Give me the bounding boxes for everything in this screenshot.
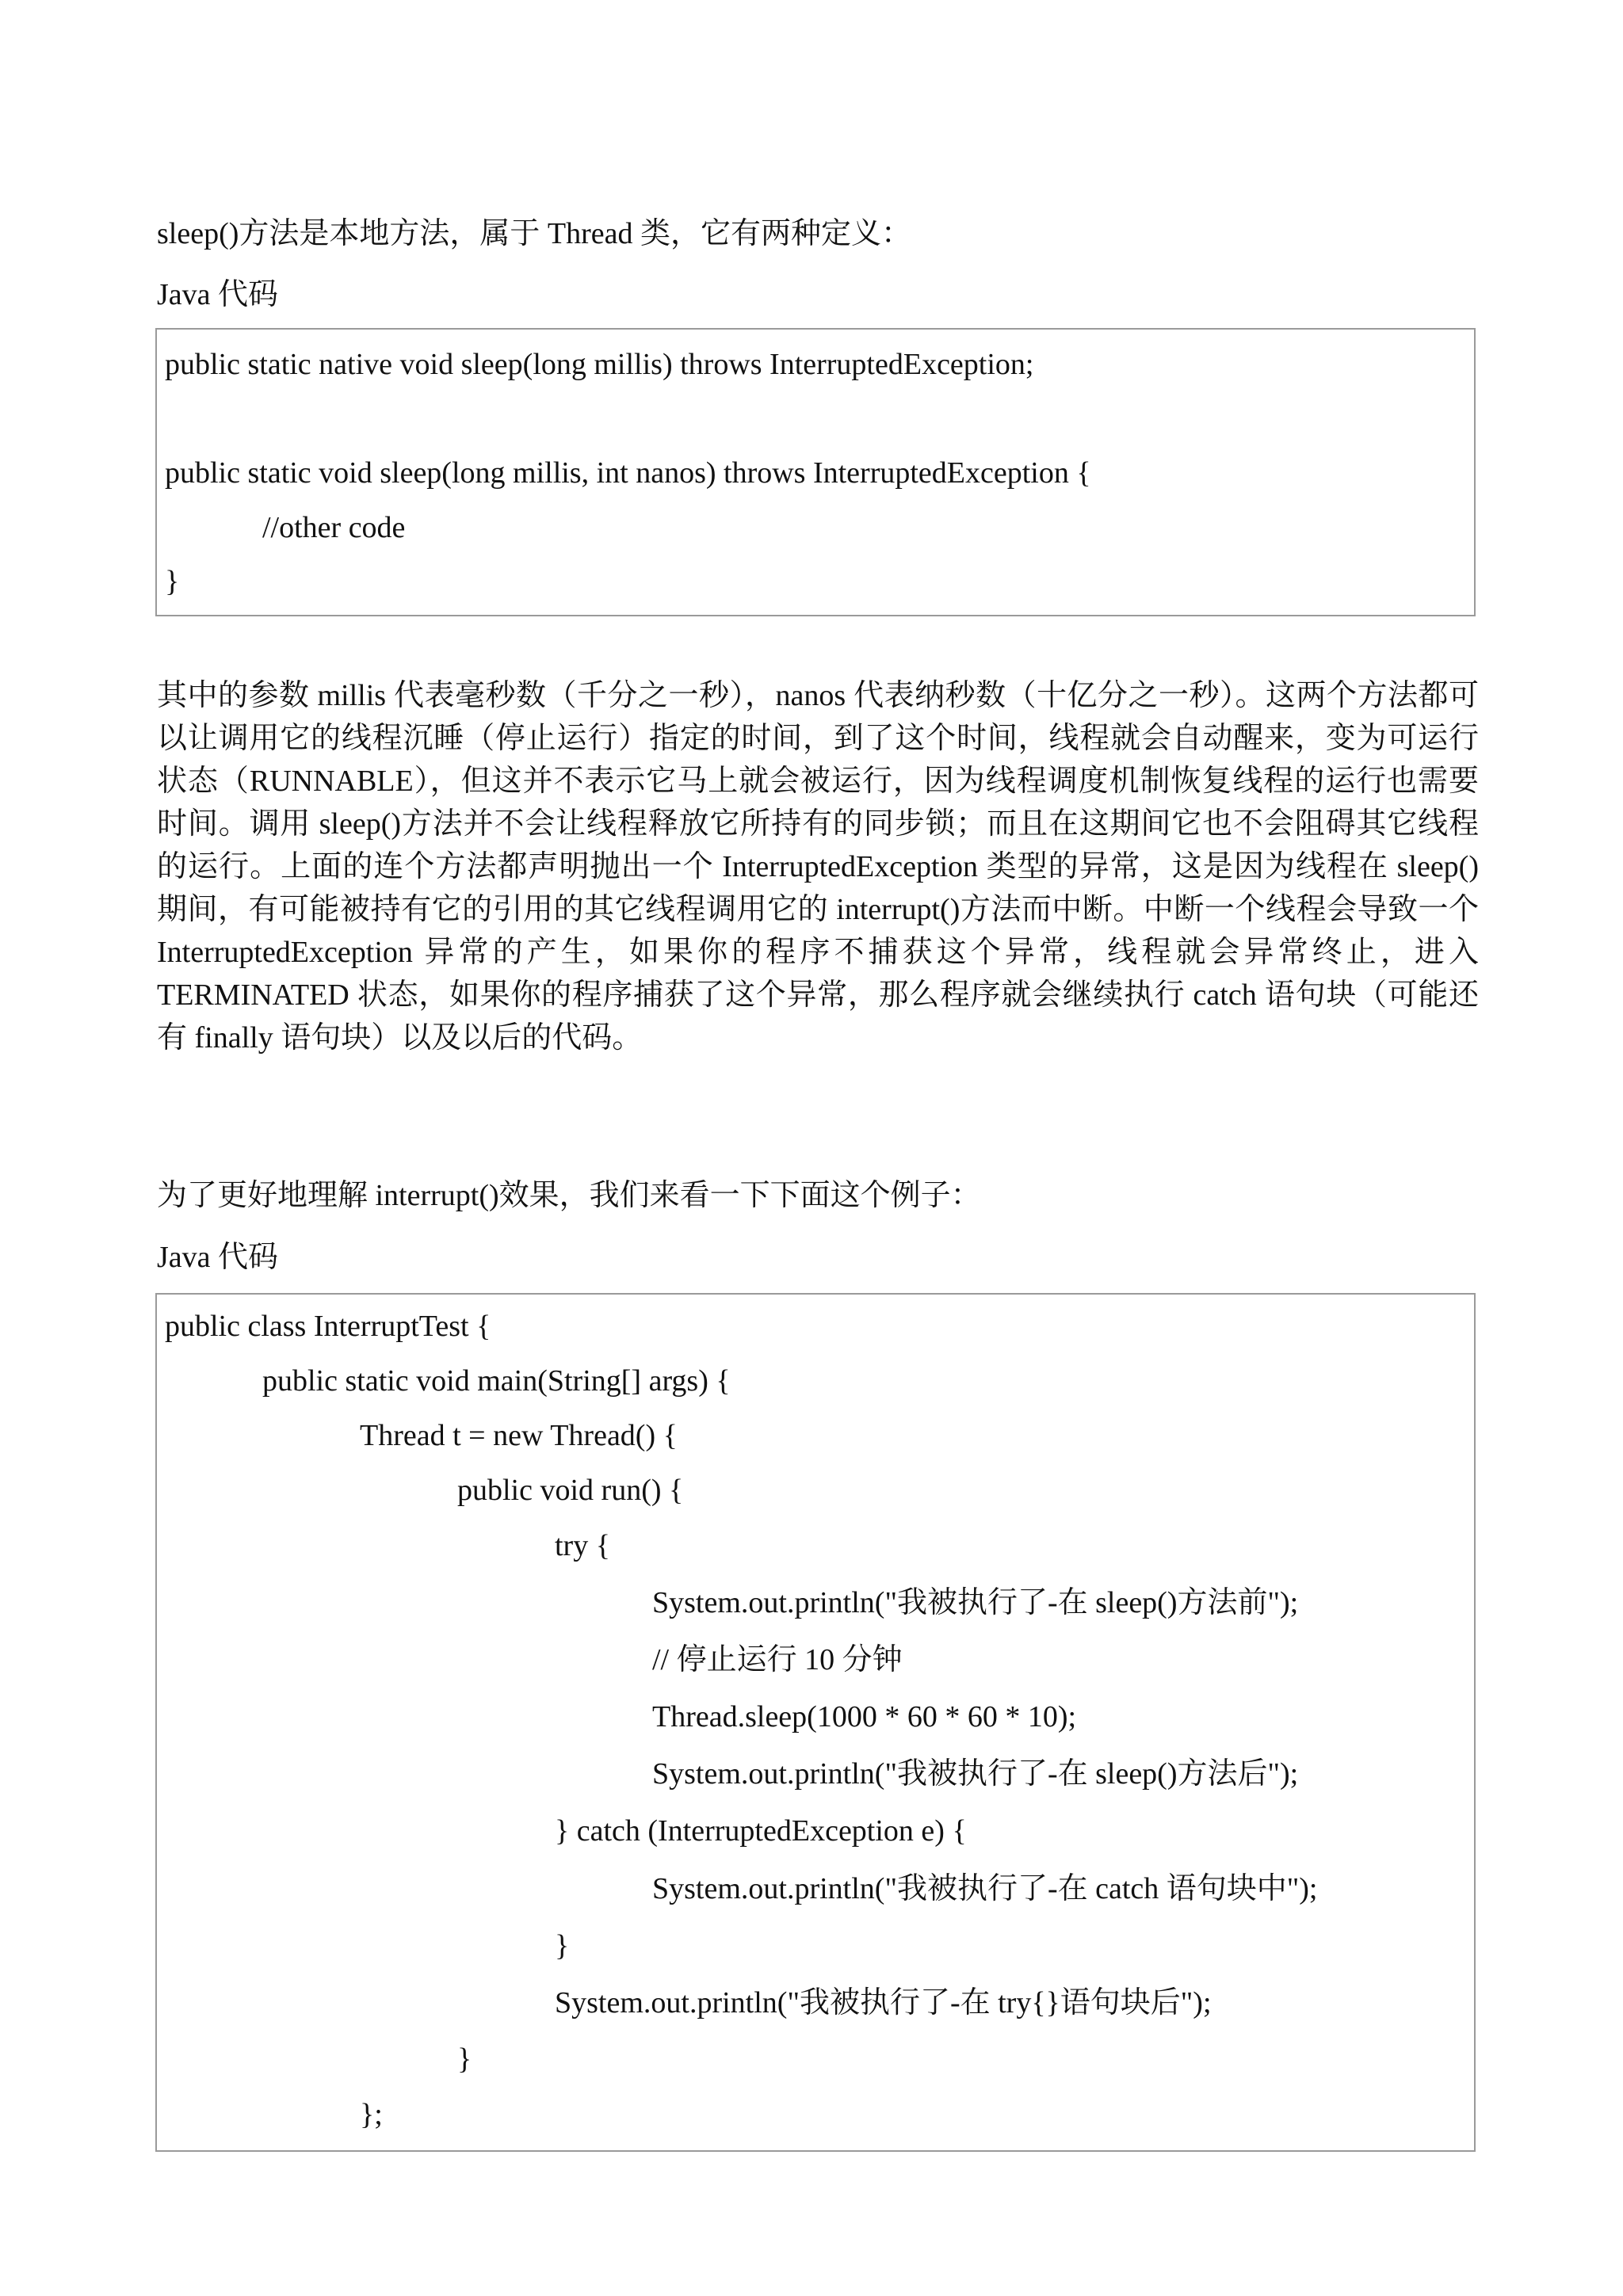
code-line: } xyxy=(165,565,180,598)
code-line: Thread t = new Thread() { xyxy=(360,1419,678,1452)
code-line: public static void sleep(long millis, int nanos) throws InterruptedException { xyxy=(165,456,1091,490)
code-line: Thread.sleep(1000 * 60 * 60 * 10); xyxy=(652,1700,1077,1733)
code-line: public static void main(String[] args) { xyxy=(262,1364,731,1398)
code-line: System.out.println("我被执行了-在 sleep()方法后"); xyxy=(652,1757,1299,1791)
code-line: System.out.println("我被执行了-在 try{}语句块后"); xyxy=(555,1986,1212,2019)
example-sentence: 为了更好地理解 interrupt()效果，我们来看一下下面这个例子： xyxy=(157,1179,981,1212)
code-line: //other code xyxy=(262,511,406,544)
code-line: }; xyxy=(360,2098,383,2131)
code-block-1 xyxy=(155,328,1476,616)
code-line: public static native void sleep(long millis) throws InterruptedException; xyxy=(165,348,1034,381)
intro-sentence: sleep()方法是本地方法，属于 Thread 类，它有两种定义： xyxy=(157,217,911,250)
code-comment: // 停止运行 10 分钟 xyxy=(652,1643,903,1676)
code-line: } xyxy=(555,1929,570,1962)
code-line: try { xyxy=(555,1529,610,1562)
code-line: public void run() { xyxy=(457,1474,684,1507)
code-label-1: Java 代码 xyxy=(157,278,279,311)
code-block-2 xyxy=(155,1293,1476,2152)
explanation-paragraph: 其中的参数 millis 代表毫秒数（千分之一秒），nanos 代表纳秒数（十亿分之一秒）。这两个方法都可以让调用它的线程沉睡（停止运行）指定的时间，到了这个时间，线程就会自动醒来，变为可运行状态（RUNNABLE），但这并不表示它马上就会被运行，因为线程调度机制恢复线程的运行也需要时间。调用 sleep()方法并不会让线程释放它所持有的同步锁；而且在这期间它也不会阻碍其它线程的运行。上面的连个方法都声明抛出一个 InterruptedException 类型的异常，这是因为线程在 sleep()期间，有可能被持有它的引用的其它线程调用它的 interrupt()方法而中断。中断一个线程会导致一个 InterruptedException 异常的产生，如果你的程序不捕获这个异常，线程就会异常终止，进入 TERMINATED 状态，如果你的程序捕获了这个异常，那么程序就会继续执行 catch 语句块（可能还有 finally 语句块）以及以后的代码。 xyxy=(157,679,1479,1055)
code-line: System.out.println("我被执行了-在 sleep()方法前"); xyxy=(652,1586,1299,1619)
code-line: System.out.println("我被执行了-在 catch 语句块中"); xyxy=(652,1872,1318,1905)
code-line: } catch (InterruptedException e) { xyxy=(555,1814,967,1848)
code-line: public class InterruptTest { xyxy=(165,1310,491,1343)
code-label-2: Java 代码 xyxy=(157,1241,279,1274)
code-line: } xyxy=(457,2042,472,2076)
